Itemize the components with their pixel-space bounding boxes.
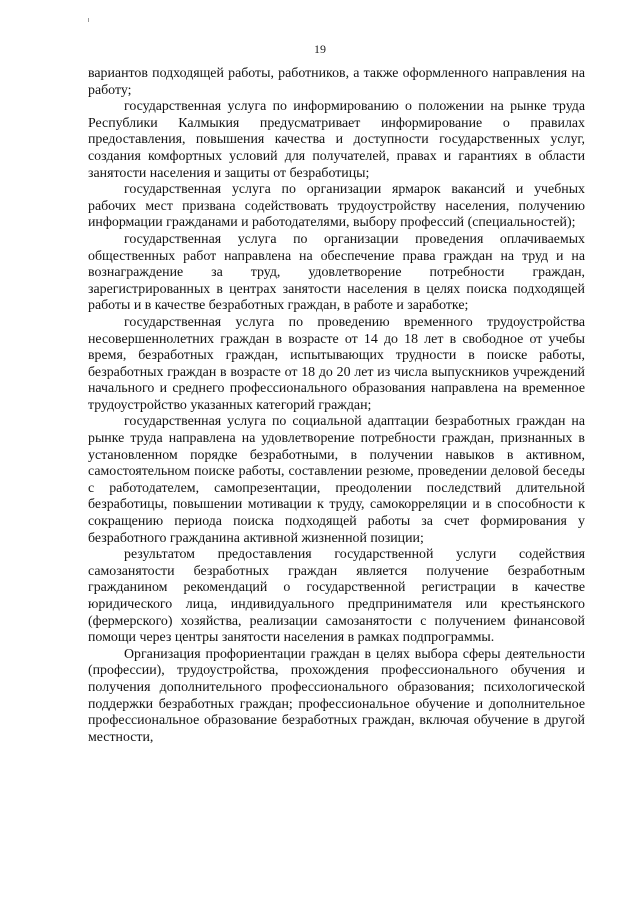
scan-mark [88, 18, 89, 22]
paragraph-7: результатом предоставления государственной услуги содействия самозанятости безработных граждан является получение безработным гражданином рекомендаций о государственной регистрации в качестве юридического лица, индивидуального предпринимателя или крестьянского (фермерского) хозяйства, реализации самозанятости с получением финансовой помощи через центры занятости населения в рамках подпрограммы. [88, 547, 585, 646]
paragraph-4: государственная услуга по организации проведения оплачиваемых общественных работ направлена на обеспечение права граждан на труд и на вознаграждение за труд, удовлетворение потребности граждан, зарегистрированных в центрах занятости населения в целях поиска подходящей работы и в качестве безработных граждан, в работе и заработке; [88, 231, 585, 314]
paragraph-2: государственная услуга по информированию о положении на рынке труда Республики Калмыкия предусматривает информирование о правилах предоставления, повышения качества и доступности государственных услуг, создания комфортных условий для получателей, правах и гарантиях в области занятости населения и защиты от безработицы; [88, 99, 585, 181]
document-body [88, 66, 585, 746]
paragraph-3: государственная услуга по организации ярмарок вакансий и учебных рабочих мест призвана содействовать трудоустройству населения, получению информации гражданами и работодателями, выбору профессий (специальностей); [88, 182, 585, 231]
paragraph-5: государственная услуга по проведению временного трудоустройства несовершеннолетних граждан в возрасте от 14 до 18 лет в свободное от учебы время, безработных граждан, испытывающих трудности в поиске работы, безработных граждан в возрасте от 18 до 20 лет из числа выпускников учреждений начального и среднего профессионального образования направлена на временное трудоустройство указанных категорий граждан; [88, 314, 585, 413]
page-number: 19 [314, 42, 326, 56]
paragraph-8: Организация профориентации граждан в целях выбора сферы деятельности (профессии), трудоустройства, прохождения профессионального обучения и получения дополнительного профессионального образования; психологической поддержки безработных граждан; профессиональное обучение и дополнительное профессиональное образование безработных граждан, включая обучение в другой местности, [88, 646, 585, 745]
paragraph-6: государственная услуга по социальной адаптации безработных граждан на рынке труда направлена на удовлетворение потребности граждан, признанных в установленном порядке безработными, в получении навыков в активном, самостоятельном поиске работы, составлении резюме, проведении деловой беседы с работодателем, самопрезентации, преодолении последствий длительной безработицы, повышении мотивации к труду, самокорреляции и в способности к сокращению периода поиска подходящей работы за счет формирования у безработного гражданина активной жизненной позиции; [88, 414, 585, 546]
paragraph-1: вариантов подходящей работы, работников, а также оформленного направления на работу; [88, 66, 585, 98]
